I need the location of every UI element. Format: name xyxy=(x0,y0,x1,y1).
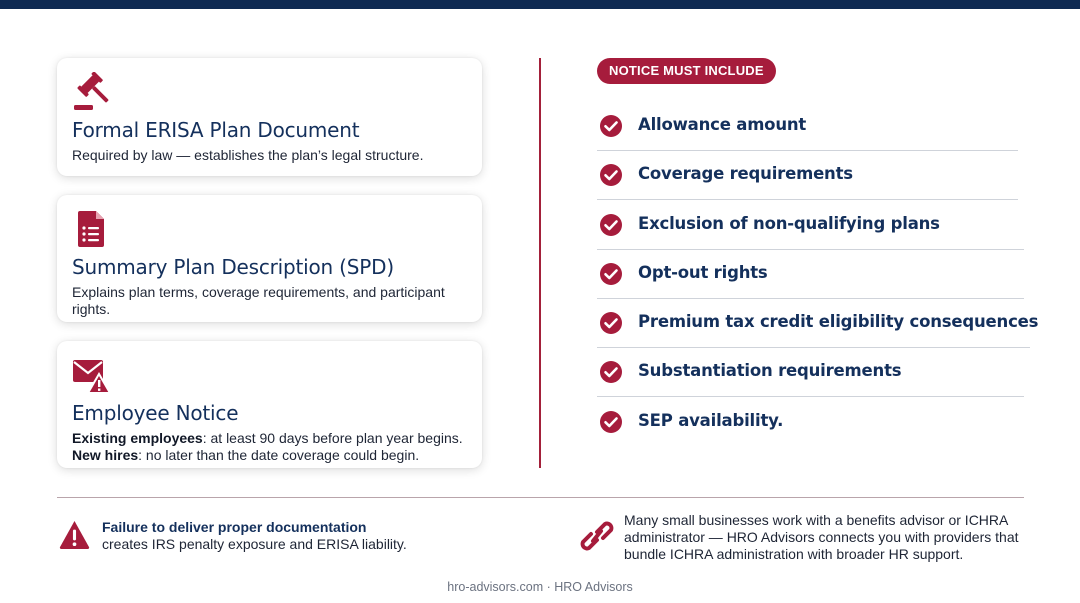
new-hires-line: New hires: no later than the date coverage could begin. xyxy=(72,447,420,463)
list-item-label: SEP availability. xyxy=(638,410,784,430)
penalty-warning-title: Failure to deliver proper documentation xyxy=(102,519,367,535)
advisor-note: Many small businesses work with a benefits advisor or ICHRA administrator — HRO Advisors connects you with providers that bundle ICHRA administration with broader HR support. xyxy=(624,512,1019,562)
penalty-warning xyxy=(102,519,407,553)
list-item xyxy=(597,150,1037,199)
check-circle-icon xyxy=(599,262,623,286)
vertical-divider xyxy=(539,58,541,468)
list-item xyxy=(597,347,1037,396)
card-description: Explains plan terms, coverage requirements, and participant rights. xyxy=(72,284,445,317)
check-circle-icon xyxy=(599,213,623,237)
top-accent-bar xyxy=(0,0,1080,9)
list-item xyxy=(597,397,1037,446)
card-erisa-plan-document xyxy=(57,58,482,176)
list-item-label: Premium tax credit eligibility consequences xyxy=(638,312,1039,332)
card-description: Required by law — establishes the plan’s legal structure. xyxy=(72,147,424,163)
card-description xyxy=(72,430,467,464)
horizontal-divider xyxy=(57,497,1024,498)
mail-alert-icon xyxy=(72,355,112,395)
check-circle-icon xyxy=(599,114,623,138)
list-item-label: Exclusion of non-qualifying plans xyxy=(638,213,940,233)
notice-checklist xyxy=(597,101,1037,446)
link-icon xyxy=(580,518,614,554)
card-employee-notice xyxy=(57,341,482,468)
list-item xyxy=(597,200,1037,249)
list-item xyxy=(597,249,1037,298)
document-list-icon xyxy=(72,209,112,249)
card-summary-plan-description xyxy=(57,195,482,322)
existing-employees-line: Existing employees: at least 90 days before plan year begins. xyxy=(72,430,463,446)
notice-badge: NOTICE MUST INCLUDE xyxy=(597,58,776,84)
card-title: Formal ERISA Plan Document xyxy=(72,118,360,142)
warning-triangle-icon xyxy=(58,519,91,550)
check-circle-icon xyxy=(599,163,623,187)
list-item-label: Allowance amount xyxy=(638,115,807,134)
check-circle-icon xyxy=(599,410,623,434)
card-title: Summary Plan Description (SPD) xyxy=(72,255,394,279)
list-item xyxy=(597,298,1037,347)
list-item-label: Opt-out rights xyxy=(638,262,768,282)
list-item xyxy=(597,101,1037,150)
footer-credit: hro-advisors.com · HRO Advisors xyxy=(447,580,633,594)
gavel-icon xyxy=(72,72,112,112)
list-item-label: Coverage requirements xyxy=(638,164,853,184)
penalty-warning-text: creates IRS penalty exposure and ERISA liability. xyxy=(102,536,407,552)
card-title: Employee Notice xyxy=(72,401,239,425)
list-item-label: Substantiation requirements xyxy=(638,361,902,381)
check-circle-icon xyxy=(599,311,623,335)
check-circle-icon xyxy=(599,360,623,384)
